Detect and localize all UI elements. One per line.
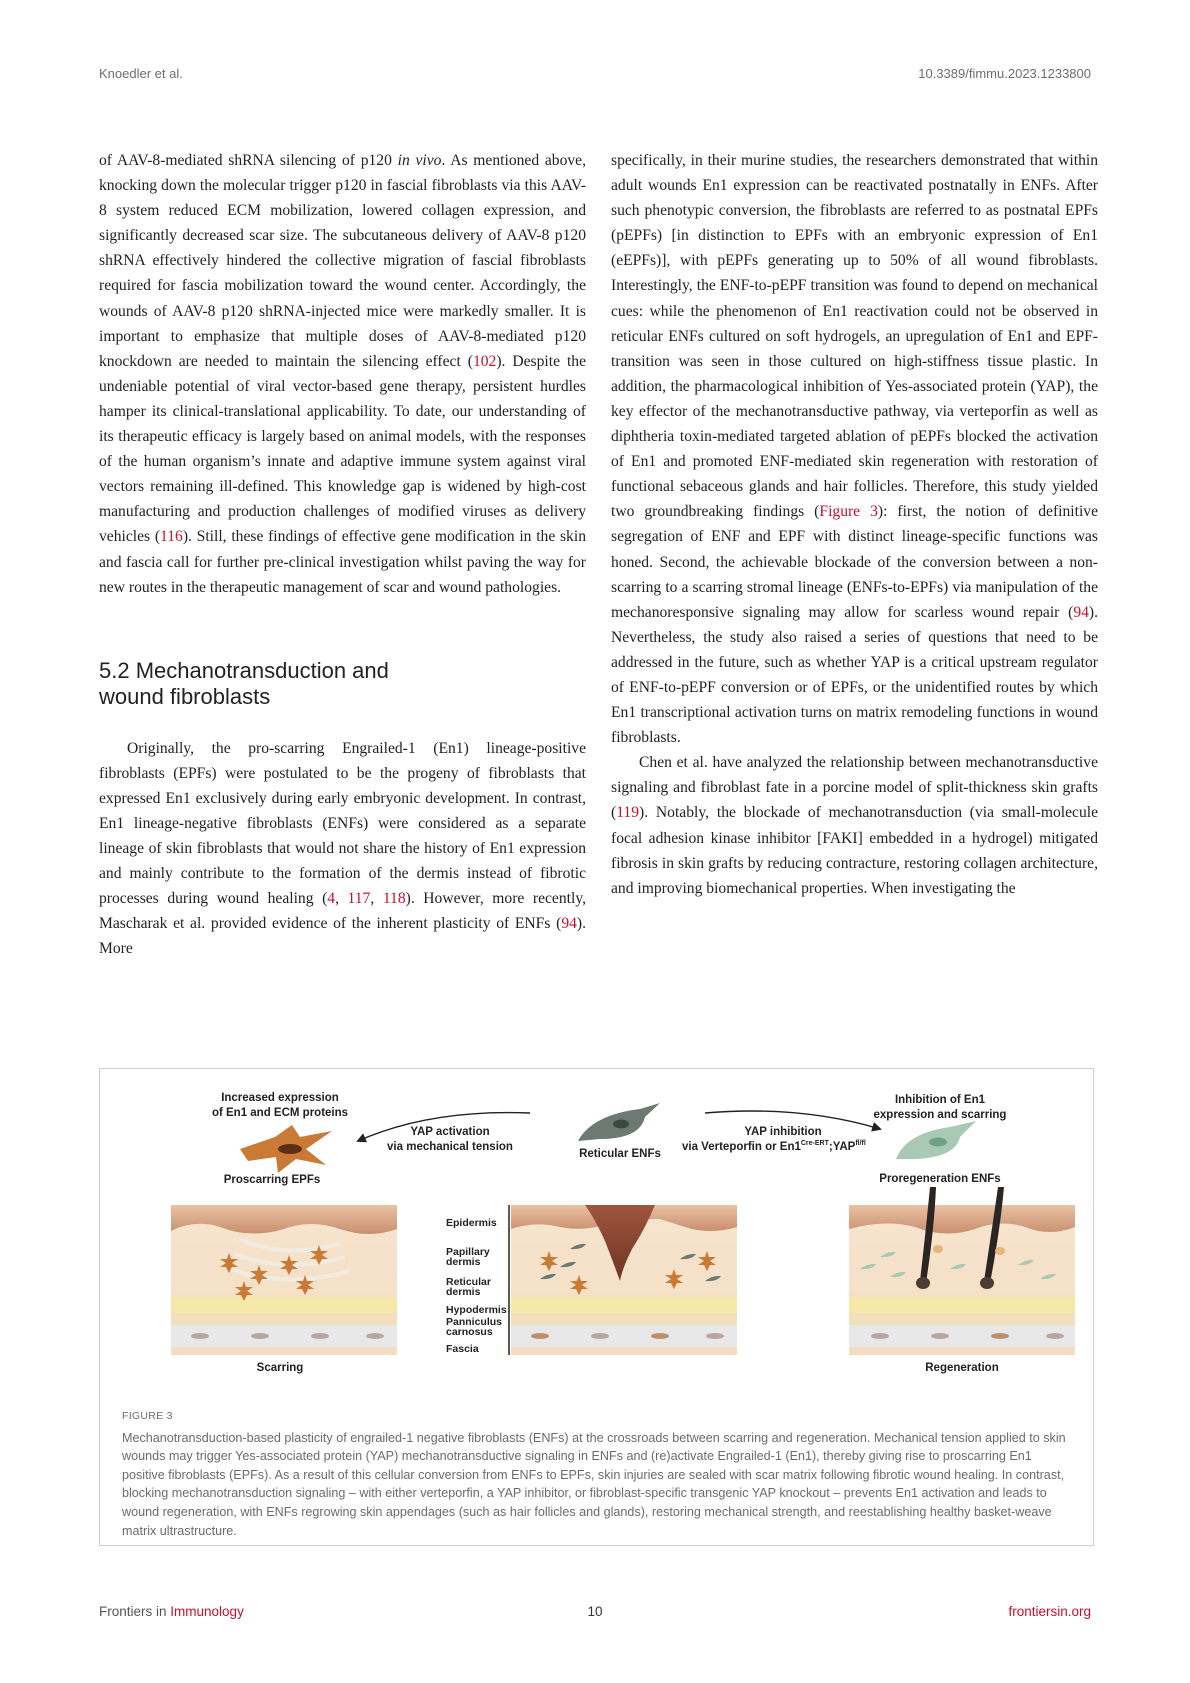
section-title: 5.2 Mechanotransduction and wound fibroblasts	[99, 657, 389, 709]
figure-3-link[interactable]: Figure 3	[819, 503, 878, 521]
regeneration-skin-section	[849, 1187, 1075, 1355]
svg-text:dermis: dermis	[446, 1286, 481, 1298]
site-link[interactable]: frontiersin.org	[1008, 1604, 1091, 1619]
svg-text:Epidermis: Epidermis	[446, 1217, 497, 1229]
inhibition-label-2: expression and scarring	[873, 1109, 1007, 1121]
reticular-enf-nucleus	[613, 1120, 629, 1129]
citation-118[interactable]: 118	[382, 890, 406, 908]
epf-nucleus	[278, 1144, 302, 1154]
svg-text:Reticular: Reticular	[446, 1276, 491, 1288]
scarring-skin-section	[171, 1205, 397, 1355]
yap-inhibition-label-2: via Verteporfin or $En1^{Cre-ERT};YAP^{fl/fl}$	[682, 1140, 866, 1153]
reticular-enfs-label: Reticular ENFs	[579, 1148, 661, 1160]
page-number: 10	[587, 1604, 603, 1619]
wound-skin-section	[511, 1205, 737, 1355]
svg-text:carnosus: carnosus	[446, 1326, 493, 1338]
scarring-label: Scarring	[256, 1362, 304, 1374]
paragraph-chen: Chen et al. have analyzed the relationship between mechanotransductive signaling and fibroblast fate in a porcine model of split-thickness skin grafts (119). Notably, the blockade of mechanotransduction (via small-molecule focal adhesion kinase inhibitor [FAKI] embedded in a hydrogel) mitigated fibrosis in skin grafts by reducing contracture, restoring collagen architecture, and improving biomechanical properties. When investigating the	[611, 754, 1098, 897]
figure-3	[99, 1068, 1094, 1546]
paragraph-aav8: of AAV-8-mediated shRNA silencing of p120 in vivo. As mentioned above, knocking down the molecular trigger p120 in fascial fibroblasts via this AAV-8 system reduced ECM mobilization, lowered collagen expression, and significantly decreased scar size. The subcutaneous delivery of AAV-8 p120 shRNA effectively hindered the collective migration of fascial fibroblasts required for fascia mobilization toward the wound center. Accordingly, the wounds of AAV-8 p120 shRNA-injected mice were markedly smaller. It is important to emphasize that multiple doses of AAV-8-mediated p120 knockdown are needed to maintain the silencing effect (102). Despite the undeniable potential of viral vector-based gene therapy, persistent hurdles hamper its clinical-translational applicability. To date, our understanding of its therapeutic efficacy is largely based on animal models, with the responses of the human organism’s innate and adaptive immune system against viral vectors remaining ill-defined. This knowledge gap is widened by high-cost manufacturing and production challenges of modified viruses as delivery vehicles (116). Still, these findings of effective gene modification in the skin and fascia call for further pre-clinical investigation whilst paving the way for new routes in the therapeutic management of scar and wound pathologies.	[99, 152, 586, 596]
journal-title: Frontiers in Immunology	[99, 1604, 244, 1619]
increased-expression-label: Increased expression	[221, 1092, 339, 1104]
svg-text:Hypodermis: Hypodermis	[446, 1304, 507, 1316]
yap-activation-label-2: via mechanical tension	[387, 1141, 513, 1153]
proregeneration-enfs-label: Proregeneration ENFs	[879, 1173, 1001, 1185]
page-header	[99, 66, 1091, 86]
citation-4[interactable]: 4	[327, 890, 336, 908]
citation-102[interactable]: 102	[472, 352, 497, 370]
svg-text:Papillary: Papillary	[446, 1246, 490, 1258]
regeneration-label: Regeneration	[925, 1362, 999, 1374]
inhibition-label: Inhibition of En1	[894, 1094, 986, 1106]
figure-label: FIGURE 3	[122, 1410, 173, 1422]
svg-text:Fascia: Fascia	[446, 1343, 479, 1355]
citation-117[interactable]: 117	[347, 890, 371, 908]
citation-94[interactable]: 94	[1073, 603, 1089, 621]
yap-activation-label: YAP activation	[410, 1126, 490, 1138]
svg-text:dermis: dermis	[446, 1256, 481, 1268]
citation-116[interactable]: 116	[160, 528, 183, 546]
citation-94[interactable]: 94	[561, 915, 577, 933]
running-authors: Knoedler et al.	[99, 66, 183, 81]
paragraph-murine: specifically, in their murine studies, the researchers demonstrated that within adult wounds En1 expression can be reactivated postnatally in ENFs. After such phenotypic conversion, the fibroblasts are referred to as postnatal EPFs (pEPFs) [in distinction to EPFs with an embryonic expression of En1 (eEPFs)], with pEPFs generating up to 50% of all wound fibroblasts. Interestingly, the ENF-to-pEPF transition was found to depend on mechanical cues: while the phenomenon of En1 reactivation could not be observed in reticular ENFs cultured on soft hydrogels, an upregulation of En1 and EPF-transition was seen in those cultured on high-stiffness tissue plastic. In addition, the pharmacological inhibition of Yes-associated protein (YAP), the key effector of the mechanotransductive pathway, via verteporfin as well as diphtheria toxin-mediated targeted ablation of pEPFs blocked the activation of En1 and promoted ENF-mediated skin regeneration with restoration of functional sebaceous glands and hair follicles. Therefore, this study yielded two groundbreaking findings (Figure 3): first, the notion of definitive segregation of ENF and EPF with distinct lineage-specific functions was honed. Second, the achievable blockade of the conversion between a non-scarring to a scarring stromal lineage (ENFs-to-EPFs) via manipulation of the mechanoresponsive signaling may allow for scarless wound repair (94). Nevertheless, the study also raised a series of questions that need to be addressed in the future, such as whether YAP is a critical upstream regulator of ENF-to-pEPF conversion or of EPFs, or the unidentified routes by which En1 transcriptional activation turns on matrix remodeling functions in wound fibroblasts.	[611, 152, 1098, 747]
figure-illustration	[100, 1069, 1093, 1399]
right-column	[611, 148, 1098, 901]
left-column	[99, 148, 586, 962]
proscarring-epfs-label: Proscarring EPFs	[223, 1174, 321, 1186]
increased-expression-label-2: of En1 and ECM proteins	[211, 1107, 349, 1119]
paragraph-en1: Originally, the pro-scarring Engrailed-1 (En1) lineage-positive fibroblasts (EPFs) were postulated to be the progeny of fibroblasts that expressed En1 exclusively during early embryonic development. In contrast, En1 lineage-negative fibroblasts (ENFs) were considered as a separate lineage of skin fibroblasts that would not share the history of En1 expression and mainly contribute to the formation of the dermis instead of fibrotic processes during wound healing (4, 117, 118). However, more recently, Mascharak et al. provided evidence of the inherent plasticity of ENFs (94). More	[99, 739, 586, 958]
yap-inhibition-label: YAP inhibition	[744, 1126, 822, 1138]
citation-119[interactable]: 119	[616, 804, 640, 822]
proregeneration-enf-nucleus	[929, 1138, 947, 1147]
page-footer	[99, 1604, 1091, 1624]
figure-caption	[122, 1407, 1071, 1540]
caption-text: Mechanotransduction-based plasticity of engrailed-1 negative fibroblasts (ENFs) at the crossroads between scarring and regeneration. Mechanical tension applied to skin wounds may trigger Yes-associated protein (YAP) mechanotransductive signaling in ENFs and (re)activate Engrailed-1 (En1), thereby giving rise to proscarring En1 positive fibroblasts (EPFs). As a result of this cellular conversion from ENFs to EPFs, skin injuries are sealed with scar matrix following fibrotic wound healing. In contrast, blocking mechanotransduction signaling – with either verteporfin, a YAP inhibitor, or fibroblast-specific transgenic YAP knockout – prevents En1 activation and leads to wound regeneration, with ENFs regrowing skin appendages (such as hair follicles and glands), restoring mechanical strength, and reestablishing healthy basket-weave matrix ultrastructure.	[122, 1430, 1066, 1538]
svg-text:Panniculus: Panniculus	[446, 1316, 503, 1328]
doi[interactable]: 10.3389/fimmu.2023.1233800	[918, 66, 1091, 81]
layer-labels	[446, 1205, 509, 1355]
